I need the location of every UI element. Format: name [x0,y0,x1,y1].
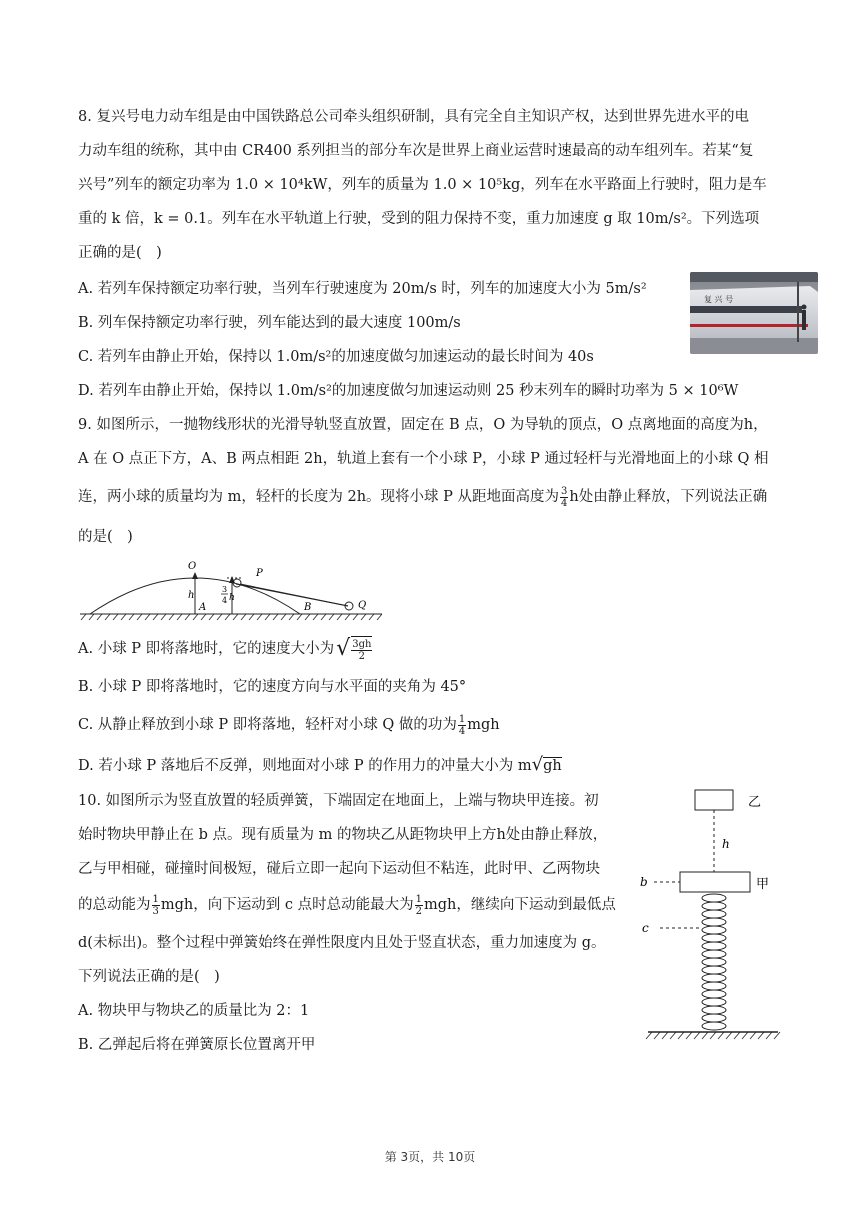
q10-stem-line-1: 10. 如图所示为竖直放置的轻质弹簧，下端固定在地面上，上端与物块甲连接。初 [78,793,599,809]
label-jia: 甲 [756,877,770,892]
q8-stem-line-1: 8. 复兴号电力动车组是由中国铁路总公司牵头组织研制，具有完全自主知识产权，达到世界先进水平的电 [78,109,749,125]
q10-stem-line-2: 始时物块甲静止在 b 点。现有质量为 m 的物块乙从距物块甲上方h处由静止释放， [78,827,608,843]
q10-stem-line-3: 乙与甲相碰，碰撞时间极短，碰后立即一起向下运动但不粘连，此时甲、乙两物块 [78,861,600,877]
q9-stem-line-2: A 在 O 点正下方，A、B 两点相距 2h，轨道上套有一个小球 P，小球 P 通过轻杆与光滑地面上的小球 Q 相 [78,451,769,467]
label-frac-h: h [229,593,235,603]
label-c: c [642,921,649,935]
q8-stem-line-3: 兴号”列车的额定功率为 1.0 × 10⁴kW，列车的质量为 1.0 × 10⁵kg，列车在水平路面上行驶时，阻力是车 [78,177,767,193]
q9-option-a: A. 小球 P 即将落地时，它的速度大小为√ $\frac{3gh}{2}$ [78,632,373,666]
train-photo [690,272,818,354]
q9-option-d: D. 若小球 P 落地后不反弹，则地面对小球 P 的作用力的冲量大小为 m√gh [78,754,562,775]
q9-option-c: C. 从静止释放到小球 P 即将落地，轻杆对小球 Q 做的功为 $\frac{1}{4}$ mgh [78,713,500,737]
train-name-text: 复 兴 号 [704,295,734,304]
label-frac-den: 4 [222,596,228,605]
label-b: b [640,875,648,889]
q8-option-c: C. 若列车由静止开始，保持以 1.0m/s²的加速度做匀加速运动的最长时间为 40s [78,349,594,365]
block-yi [695,790,733,810]
q8-stem-line-4: 重的 k 倍，k = 0.1。列车在水平轨道上行驶，受到的阻力保持不变，重力加速度 g 取 10m/s²。下列选项 [78,211,760,227]
q8-stem-line-2: 力动车组的统称，其中由 CR400 系列担当的部分车次是世界上商业运营时速最高的动车组列车。若某“复 [78,143,754,159]
page-footer: 第 3页，共 10页 [384,1150,476,1164]
q9-stem-line-4: 的是( ) [78,529,133,545]
q8-stem-line-5: 正确的是( ) [78,245,162,261]
q10-option-a: A. 物块甲与物块乙的质量比为 2：1 [78,1003,310,1019]
q9-stem-line-1: 9. 如图所示，一抛物线形状的光滑导轨竖直放置，固定在 B 点，O 为导轨的顶点，O 点离地面的高度为h， [78,417,768,433]
q10-option-b: B. 乙弹起后将在弹簧原长位置离开甲 [78,1037,316,1053]
fraction-three-quarters: $\frac{3}{4}$ [561,485,568,509]
q8-option-b: B. 列车保持额定功率行驶，列车能达到的最大速度 100m/s [78,315,461,331]
block-jia [680,872,750,892]
label-frac-num: 3 [222,585,228,594]
label-b: B [304,602,312,613]
q10-spring-diagram [632,780,792,1050]
label-q: Q [358,600,367,611]
q10-stem-line-5: d(未标出)。整个过程中弹簧始终在弹性限度内且处于竖直状态，重力加速度为 g。 [78,935,606,951]
sqrt-expression: √ $\frac{3gh}{2}$ [336,636,372,662]
q9-stem-line-3: 连，两小球的质量均为 m，轻杆的长度为 2h。现将小球 P 从距地面高度为 $\frac{3}{4}$ h处由静止释放，下列说法正确 [78,485,768,509]
label-h: h [722,837,730,851]
label-p: P [256,568,263,579]
label-o: O [188,561,197,572]
label-a: A [199,602,207,613]
spring-coil [702,894,726,1030]
label-h: h [188,590,195,601]
q10-stem-line-4: 的总动能为 $\frac{1}{3}$ mgh，向下运动到 c 点时总动能最大为 $\frac{1}{2}$ mgh，继续向下运动到最低点 [78,893,616,917]
label-yi: 乙 [748,795,762,810]
q8-option-d: D. 若列车由静止开始，保持以 1.0m/s²的加速度做匀加速运动则 25 秒末列车的瞬时功率为 5 × 10⁶W [78,383,739,399]
q10-stem-line-6: 下列说法正确的是( ) [78,969,220,985]
q9-option-b: B. 小球 P 即将落地时，它的速度方向与水平面的夹角为 45° [78,679,467,695]
q9-diagram [78,558,388,624]
q8-option-a: A. 若列车保持额定功率行驶，当列车行驶速度为 20m/s 时，列车的加速度大小为 5m/s² [78,281,647,297]
